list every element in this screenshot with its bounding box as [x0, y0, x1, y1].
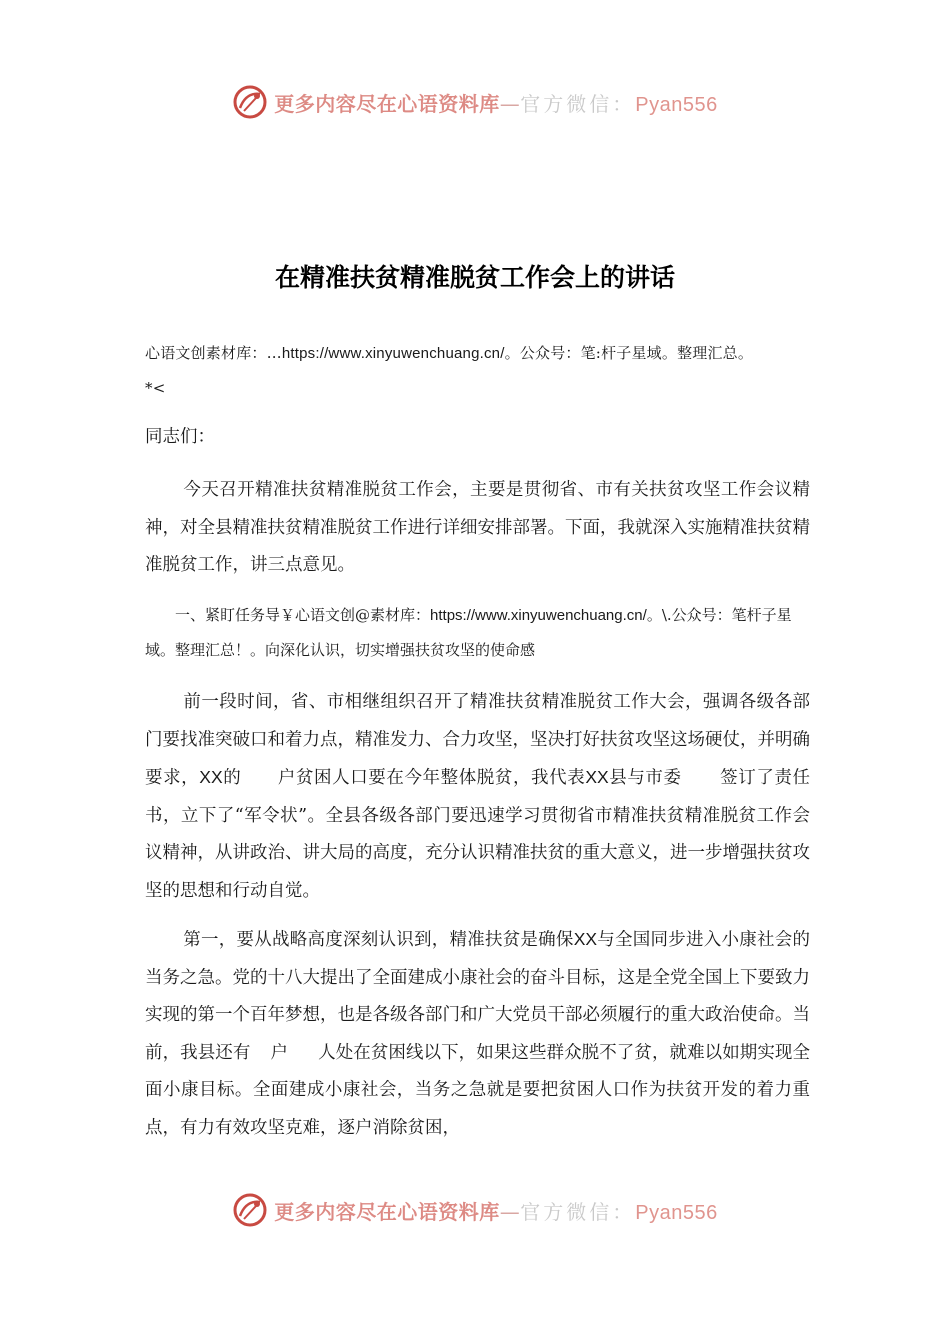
paragraph-2-xx1: XX	[199, 767, 223, 787]
source-note-post: 。公众号：笔:杆子星域。整理汇总。	[504, 344, 754, 362]
paragraph-3-d: 人处在贫困线以下，如果这些群众脱不了贫，就难以如期实现全面小康目标。全面建成小康社会，当务之急就是要把贫困人口作为扶贫开发的着力重点，有力有效攻坚克难，逐户消除贫困，	[145, 1042, 811, 1138]
paragraph-3-a: 第一，要从战略高度深刻认识到，精准扶贫是确保	[183, 930, 574, 950]
source-note-line2: *<	[145, 379, 166, 397]
source-note-pre: 心语文创素材库：…	[145, 344, 282, 362]
page-title: 在精准扶贫精准脱贫工作会上的讲话	[274, 263, 675, 292]
banner-dash: —	[499, 91, 521, 116]
source-url: https://www.xinyuwenchuang.cn/	[281, 345, 505, 362]
paragraph-2-a: 前一段时间，省、市相继组织召开了精准扶贫精准脱贫工作大会，强调各级各部门要找准突破口和着力点，精准发力、合力攻坚，坚决打好扶贫攻坚这场硬仗，并明确要求，	[145, 692, 810, 788]
banner-text: 更多内容尽在心语资料库	[274, 91, 500, 116]
paragraph-2-b: 的	[222, 768, 242, 788]
greeting: 同志们：	[145, 427, 215, 447]
paragraph-3	[145, 921, 810, 1147]
banner-label: 官方微信：	[520, 1199, 636, 1224]
source-note	[145, 336, 810, 405]
header-watermark	[0, 84, 950, 120]
section-heading-pre: 一、紧盯任务导￥心语文创@素材库：	[175, 606, 431, 624]
paragraph-1	[145, 472, 810, 585]
banner-id: Pyan556	[635, 1201, 718, 1224]
paragraph-3-xx: XX	[573, 929, 598, 949]
paragraph-3-b: 与全国同步进入小康社会的当务之急。党的十八大提出了全面建成小康社会的奋斗目标，这是全党全国上下要致力实现的第一个百年梦想，也是各级各部门和广大党员干部必须履行的重大政治使命。当前，我县还有	[145, 930, 811, 1063]
banner-id: Pyan556	[635, 93, 718, 116]
footer-watermark	[0, 1192, 950, 1228]
banner-dash: —	[499, 1199, 521, 1224]
paragraph-2-xx2: XX	[585, 767, 609, 787]
paragraph-1-text: 今天召开精准扶贫精准脱贫工作会，主要是贯彻省、市有关扶贫攻坚工作会议精神，对全县精准扶贫精准脱贫工作进行详细安排部署。下面，我就深入实施精准扶贫精准脱贫工作，讲三点意见。	[145, 480, 810, 575]
paragraph-2-d: 县与市委	[608, 768, 682, 788]
section-heading-1	[145, 598, 810, 667]
section-heading-post: 。\.公众号：笔杆子星域。整理汇总！。向深化认识，切实增强扶贫攻坚的使命感	[145, 606, 792, 659]
paragraph-2	[145, 684, 810, 910]
paragraph-2-c: 户贫困人口要在今年整体脱贫，我代表	[277, 768, 586, 788]
logo-icon	[232, 84, 268, 120]
banner-label: 官方微信：	[520, 91, 636, 116]
section-heading-url: https://www.xinyuwenchuang.cn/	[430, 607, 647, 624]
paragraph-3-c: 户	[270, 1042, 289, 1063]
banner-text: 更多内容尽在心语资料库	[274, 1199, 500, 1224]
paragraph-2-e: 签订了责任书，立下了“军令状”。全县各级各部门要迅速学习贯彻省市精准扶贫精准脱贫工作会议精神，从讲政治、讲大局的高度，充分认识精准扶贫的重大意义，进一步增强扶贫攻坚的思想和行动自觉。	[145, 768, 811, 901]
logo-icon	[232, 1192, 268, 1228]
